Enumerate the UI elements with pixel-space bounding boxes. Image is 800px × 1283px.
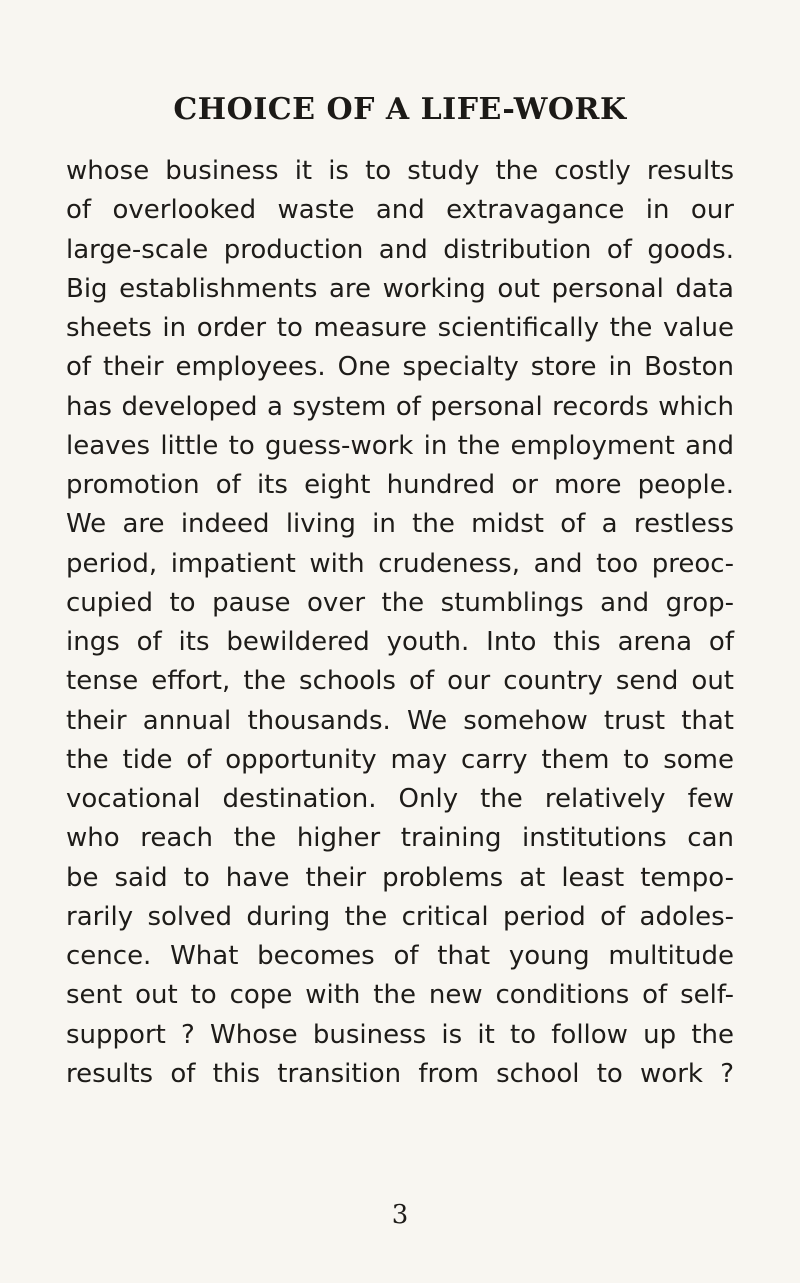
text-line: leaves little to guess-work in the employment and: [66, 430, 734, 461]
text-line: has developed a system of personal records which: [66, 391, 734, 422]
text-line: tense effort, the schools of our country send out: [66, 666, 734, 697]
text-line: ings of its bewildered youth. Into this arena of: [66, 627, 734, 657]
text-line: of their employees. One specialty store in Boston: [66, 352, 734, 383]
text-line: be said to have their problems at least tempo-: [66, 862, 734, 893]
text-line: results of this transition from school to work ?: [66, 1058, 734, 1089]
text-line: support ? Whose business is it to follow up the: [66, 1019, 734, 1050]
text-line: large-scale production and distribution of goods.: [66, 234, 734, 265]
text-line: their annual thousands. We somehow trust that: [66, 705, 734, 736]
text-line: sent out to cope with the new conditions of self-: [66, 980, 734, 1011]
text-line: rarily solved during the critical period of adoles-: [66, 901, 734, 932]
text-line: We are indeed living in the midst of a restless: [66, 509, 734, 540]
text-line: of overlooked waste and extravagance in our: [66, 195, 734, 226]
text-line: cence. What becomes of that young multitude: [66, 941, 734, 971]
body-text: [66, 152, 734, 1094]
running-head: CHOICE OF A LIFE-WORK: [173, 92, 627, 127]
text-line: period, impatient with crudeness, and too preoc-: [66, 548, 734, 579]
text-line: Big establishments are working out personal data: [66, 273, 734, 304]
text-line: who reach the higher training institutions can: [66, 823, 734, 854]
page-number: 3: [391, 1200, 409, 1230]
text-line: vocational destination. Only the relatively few: [66, 784, 734, 814]
text-line: cupied to pause over the stumblings and grop-: [66, 587, 734, 618]
text-line: whose business it is to study the costly results: [66, 156, 734, 186]
text-line: promotion of its eight hundred or more people.: [66, 470, 734, 500]
text-line: the tide of opportunity may carry them to some: [66, 744, 734, 775]
text-line: sheets in order to measure scientifically the value: [66, 313, 734, 343]
